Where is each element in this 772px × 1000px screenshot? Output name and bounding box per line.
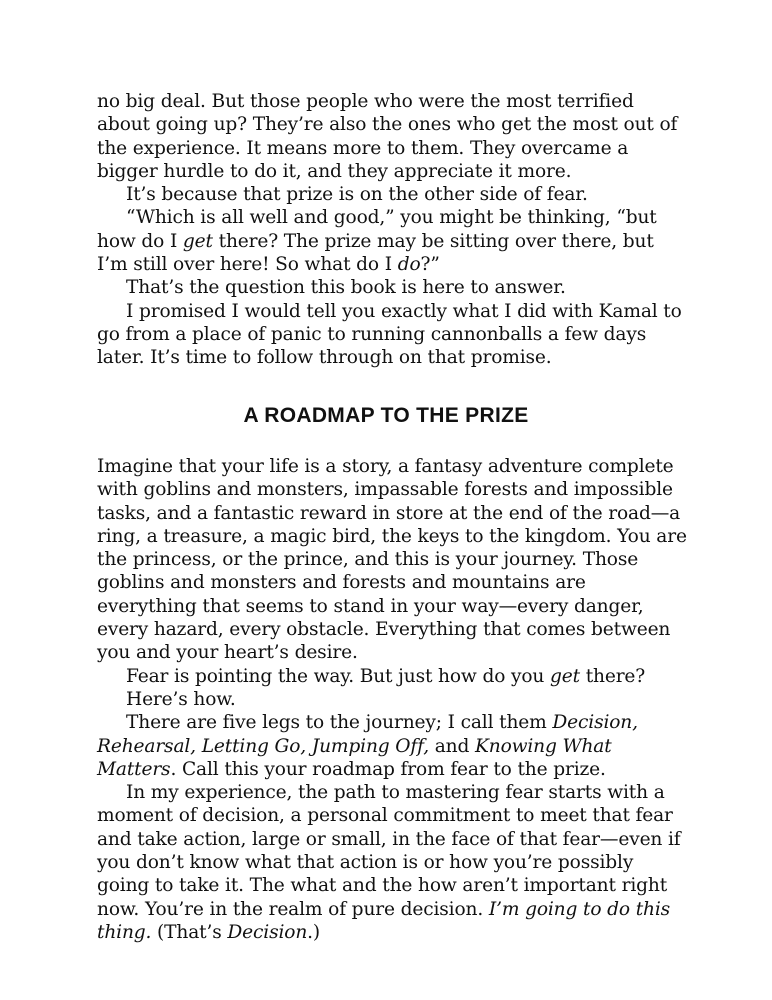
text-run: . Call this your roadmap from fear to the prize.: [170, 758, 606, 780]
section-text-block: [97, 455, 687, 944]
section-heading: A ROADMAP TO THE PRIZE: [243, 404, 529, 427]
text-run: There are five legs to the journey; I call them: [126, 712, 553, 734]
text-run: and: [428, 735, 475, 757]
italic-run: Decision, Rehearsal, Letting Go, Jumping Off,: [97, 712, 638, 757]
paragraph: Imagine that your life is a story, a fantasy adventure complete with goblins and monsters, impassable forests and impossible tasks, and a fantastic reward in store at the end of the road—a ring, a treasure, a magic bird, the keys to the kingdom. You are the princess, or the prince, and this is your journey. Those goblins and monsters and forests and mountains are everything that seems to stand in your way—every danger, every hazard, every obstacle. Everything that comes between you and your heart’s desire.: [97, 456, 687, 664]
paragraph: [97, 206, 687, 276]
opening-text-block: [97, 90, 687, 370]
text-run: there? The prize may be sitting over there, but I’m still over here! So what do I: [97, 230, 654, 276]
text-run: In my experience, the path to mastering fear starts with a moment of decision, a personal commitment to meet that fear and take action, large or small, in the face of that fear—even if you don’t know what that action is or how you’re possibly going to take it. The what and the how aren’t important right now. You’re in the realm of pure decision.: [97, 782, 681, 920]
italic-run: Knowing What Matters: [97, 735, 612, 780]
text-run: “Which is all well and good,” you might be thinking, “but how do I: [97, 207, 657, 252]
text-run: ?”: [420, 254, 440, 276]
paragraph: It’s because that prize is on the other side of fear.: [126, 184, 588, 206]
paragraph: [97, 665, 687, 688]
paragraph: no big deal. But those people who were the most terrified about going up? They’re also the ones who get the most out of the experience. It means more to them. They overcame a bigger hurdle to do it, and they appreciate it more.: [97, 91, 678, 182]
paragraph: [97, 711, 687, 781]
italic-run: get: [182, 230, 213, 252]
paragraph: [97, 781, 687, 944]
text-run: .): [307, 921, 321, 943]
paragraph: That’s the question this book is here to answer.: [126, 277, 566, 299]
italic-run: get: [550, 665, 580, 687]
italic-run: I’m going to do this thing.: [97, 898, 671, 943]
text-run: there?: [579, 665, 646, 687]
italic-run: Decision: [227, 921, 308, 943]
paragraph: I promised I would tell you exactly what I did with Kamal to go from a place of panic to running cannonballs a few days later. It’s time to follow through on that promise.: [97, 300, 682, 369]
text-run: Fear is pointing the way. But just how do you: [126, 665, 550, 687]
paragraph: Here’s how.: [126, 688, 236, 710]
text-run: (That’s: [151, 921, 228, 943]
italic-run: do: [397, 254, 421, 276]
